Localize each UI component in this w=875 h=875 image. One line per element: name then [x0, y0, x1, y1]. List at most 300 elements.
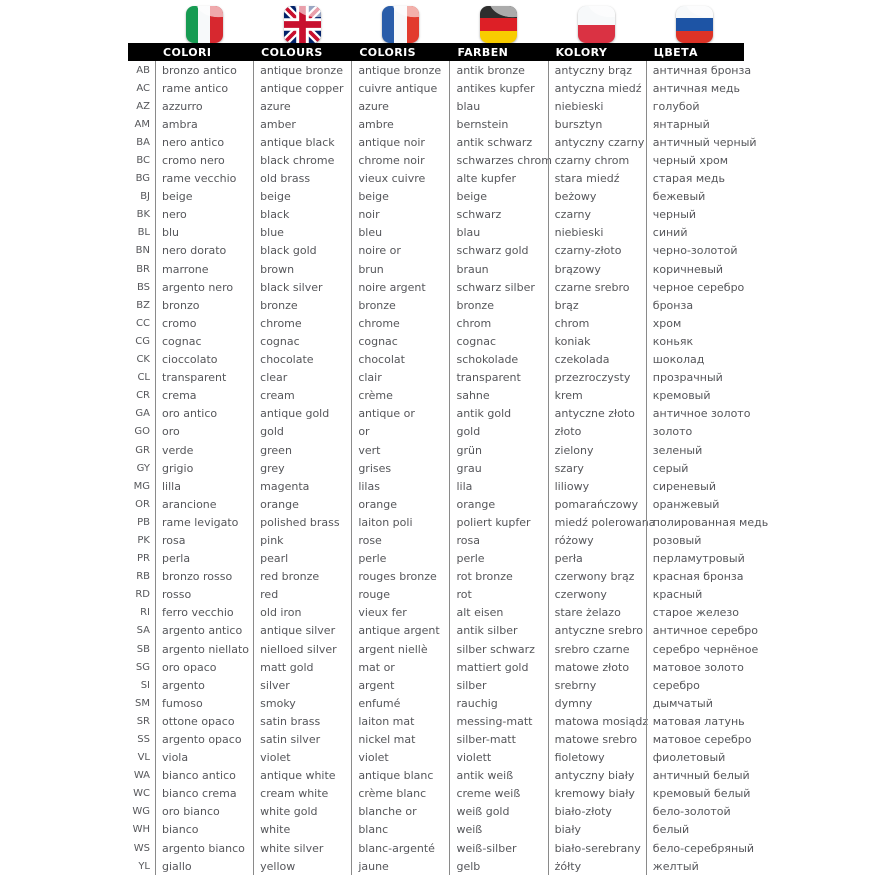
translation-cell-ru: фиолетовый: [646, 749, 744, 767]
translation-cell-ru: золото: [646, 423, 744, 441]
flag-stripe: [676, 18, 713, 30]
color-code-cell: GA: [135, 408, 150, 420]
translation-cell-en: azure: [253, 97, 351, 115]
translation-cell-de: sahne: [449, 387, 547, 405]
translation-cell-en: brown: [253, 260, 351, 278]
translation-cell-de: orange: [449, 495, 547, 513]
translation-cell-pl: złoto: [548, 423, 646, 441]
translation-cell-ru: красный: [646, 586, 744, 604]
table-row: [128, 495, 744, 513]
translation-cell-de: schwarz: [449, 206, 547, 224]
translation-cell-en: satin silver: [253, 730, 351, 748]
translation-cell-it: arancione: [155, 495, 253, 513]
translation-cell-de: rot: [449, 586, 547, 604]
translation-cell-fr: or: [351, 423, 449, 441]
translation-cell-pl: miedź polerowana: [548, 513, 646, 531]
translation-cell-it: blu: [155, 224, 253, 242]
color-code-cell: MG: [133, 480, 150, 492]
translation-cell-ru: черное серебро: [646, 278, 744, 296]
translation-cell-fr: antique argent: [351, 622, 449, 640]
table-row: [128, 676, 744, 694]
translation-cell-en: cognac: [253, 332, 351, 350]
translation-cell-en: chocolate: [253, 351, 351, 369]
translation-cell-fr: bleu: [351, 224, 449, 242]
translation-cell-pl: brązowy: [548, 260, 646, 278]
translation-cell-it: bianco: [155, 821, 253, 839]
translation-cell-en: grey: [253, 459, 351, 477]
translation-cell-pl: czekolada: [548, 351, 646, 369]
translation-cell-pl: antyczne złoto: [548, 405, 646, 423]
translation-cell-de: grün: [449, 441, 547, 459]
translation-cell-pl: matowa mosiądz: [548, 712, 646, 730]
column-header-germany: FARBEN: [457, 45, 509, 59]
translation-cell-de: cognac: [449, 332, 547, 350]
flag-stripe: [407, 6, 419, 43]
table-row: [128, 839, 755, 857]
translation-cell-fr: ambre: [351, 115, 449, 133]
translation-cell-fr: antique bronze: [351, 61, 449, 79]
translation-cell-de: bernstein: [449, 115, 547, 133]
translation-cell-ru: хром: [646, 314, 744, 332]
translation-cell-fr: chrome: [351, 314, 449, 332]
flag-slot: [351, 6, 449, 43]
flag-stripe: [578, 6, 615, 25]
translation-cell-fr: brun: [351, 260, 449, 278]
translation-cell-de: perle: [449, 550, 547, 568]
translation-cell-de: antik schwarz: [449, 133, 547, 151]
translation-cell-de: beige: [449, 188, 547, 206]
translation-cell-it: giallo: [155, 857, 253, 875]
table-row: [128, 79, 744, 97]
translation-cell-it: rosa: [155, 531, 253, 549]
translation-cell-de: rauchig: [449, 694, 547, 712]
translation-cell-fr: vert: [351, 441, 449, 459]
translation-cell-de: weiß: [449, 821, 547, 839]
translation-cell-en: nielloed silver: [253, 640, 351, 658]
translation-cell-it: cognac: [155, 332, 253, 350]
translation-cell-fr: blanc-argenté: [351, 839, 449, 857]
translation-cell-fr: noire argent: [351, 278, 449, 296]
translation-cell-it: ferro vecchio: [155, 604, 253, 622]
translation-cell-en: silver: [253, 676, 351, 694]
translation-cell-fr: rose: [351, 531, 449, 549]
color-code-cell: SM: [135, 697, 150, 709]
flag-stripe: [382, 6, 394, 43]
translation-cell-it: perla: [155, 550, 253, 568]
translation-cell-it: nero: [155, 206, 253, 224]
translation-cell-ru: янтарный: [646, 115, 744, 133]
flag-stripe: [210, 6, 222, 43]
translation-cell-fr: argent: [351, 676, 449, 694]
translation-cell-ru: дымчатый: [646, 694, 744, 712]
translation-cell-fr: jaune: [351, 857, 449, 875]
translation-cell-ru: кремовый: [646, 387, 744, 405]
translation-cell-ru: бело-серебряный: [646, 839, 744, 857]
translation-cell-fr: cuivre antique: [351, 79, 449, 97]
translation-cell-ru: бежевый: [646, 188, 744, 206]
flag-germany-icon: [480, 6, 517, 43]
translation-cell-it: beige: [155, 188, 253, 206]
translation-cell-pl: antyczny czarny: [548, 133, 646, 151]
translation-cell-ru: синий: [646, 224, 744, 242]
translation-cell-en: black: [253, 206, 351, 224]
color-code-cell: BJ: [140, 191, 150, 203]
translation-cell-de: gold: [449, 423, 547, 441]
table-row: [128, 586, 744, 604]
translation-cell-fr: chrome noir: [351, 151, 449, 169]
translation-cell-it: bronzo antico: [155, 61, 253, 79]
translation-cell-de: antik weiß: [449, 767, 547, 785]
translation-cell-pl: perła: [548, 550, 646, 568]
translation-cell-ru: серебро чернёное: [646, 640, 744, 658]
table-row: [128, 604, 744, 622]
translation-cell-en: cream: [253, 387, 351, 405]
translation-cell-ru: античный черный: [646, 133, 744, 151]
translation-cell-de: creme weiß: [449, 785, 547, 803]
translation-cell-de: antikes kupfer: [449, 79, 547, 97]
translation-cell-ru: античная медь: [646, 79, 744, 97]
translation-cell-en: pink: [253, 531, 351, 549]
translation-cell-pl: matowe złoto: [548, 658, 646, 676]
table-row: [128, 151, 744, 169]
translation-cell-ru: полированная медь: [646, 513, 744, 531]
translation-cell-it: transparent: [155, 369, 253, 387]
color-code-cell: BK: [136, 209, 150, 221]
translation-cell-de: silber-matt: [449, 730, 547, 748]
table-row: [128, 405, 751, 423]
color-code-cell: SI: [140, 679, 150, 691]
translation-cell-de: braun: [449, 260, 547, 278]
translation-cell-it: fumoso: [155, 694, 253, 712]
color-code-cell: BL: [137, 227, 150, 239]
translation-cell-it: argento antico: [155, 622, 253, 640]
translation-cell-fr: enfumé: [351, 694, 449, 712]
translation-cell-pl: czarny-złoto: [548, 242, 646, 260]
translation-cell-fr: nickel mat: [351, 730, 449, 748]
translation-cell-pl: przezroczysty: [548, 369, 646, 387]
translation-cell-en: red: [253, 586, 351, 604]
color-code-cell: RI: [140, 607, 150, 619]
color-code-cell: BC: [136, 155, 150, 167]
translation-cell-ru: коричневый: [646, 260, 744, 278]
translation-cell-fr: laiton mat: [351, 712, 449, 730]
translation-cell-en: blue: [253, 224, 351, 242]
translation-cell-pl: czarny chrom: [548, 151, 646, 169]
language-flags-row: [155, 6, 745, 43]
translation-cell-en: black chrome: [253, 151, 351, 169]
translation-cell-ru: матовое золото: [646, 658, 744, 676]
translation-cell-pl: pomarańczowy: [548, 495, 646, 513]
translation-cell-de: alte kupfer: [449, 170, 547, 188]
color-code-cell: RB: [136, 571, 150, 583]
translation-cell-en: satin brass: [253, 712, 351, 730]
translation-cell-it: ambra: [155, 115, 253, 133]
translation-cell-it: viola: [155, 749, 253, 767]
color-code-cell: SB: [136, 643, 150, 655]
flag-stripe: [480, 31, 517, 43]
flag-stripe: [676, 6, 713, 18]
color-code-cell: RD: [135, 589, 150, 601]
translation-cell-fr: perle: [351, 550, 449, 568]
translation-cell-de: schokolade: [449, 351, 547, 369]
table-row: [128, 658, 744, 676]
flag-italy-icon: [186, 6, 223, 43]
translation-cell-pl: czarny: [548, 206, 646, 224]
translation-cell-de: violett: [449, 749, 547, 767]
table-header-bar: [128, 43, 744, 61]
translation-cell-en: clear: [253, 369, 351, 387]
table-row: [128, 369, 744, 387]
color-code-cell: WH: [132, 824, 150, 836]
translation-cell-it: rame levigato: [155, 513, 253, 531]
translation-cell-pl: chrom: [548, 314, 646, 332]
translation-cell-it: oro: [155, 423, 253, 441]
translation-cell-de: antik bronze: [449, 61, 547, 79]
translation-cell-fr: clair: [351, 369, 449, 387]
translation-cell-pl: antyczne srebro: [548, 622, 646, 640]
translation-cell-de: alt eisen: [449, 604, 547, 622]
table-row: [128, 133, 757, 151]
translation-cell-de: poliert kupfer: [449, 513, 547, 531]
color-code-cell: GO: [134, 426, 150, 438]
translation-cell-pl: srebro czarne: [548, 640, 646, 658]
translation-cell-pl: fioletowy: [548, 749, 646, 767]
translation-cell-ru: серый: [646, 459, 744, 477]
flag-stripe: [394, 6, 406, 43]
translation-cell-fr: antique or: [351, 405, 449, 423]
color-code-cell: AB: [136, 64, 150, 76]
translation-cell-ru: зеленый: [646, 441, 744, 459]
translation-cell-fr: grises: [351, 459, 449, 477]
translation-cell-en: chrome: [253, 314, 351, 332]
table-row: [128, 640, 759, 658]
color-code-cell: BN: [135, 245, 150, 257]
translation-cell-en: polished brass: [253, 513, 351, 531]
flag-france-icon: [382, 6, 419, 43]
translation-cell-fr: rouge: [351, 586, 449, 604]
translation-cell-it: verde: [155, 441, 253, 459]
column-header-uk: COLOURS: [261, 45, 323, 59]
translation-cell-ru: сиреневый: [646, 477, 744, 495]
translation-cell-de: rot bronze: [449, 568, 547, 586]
translation-cell-fr: vieux cuivre: [351, 170, 449, 188]
translation-cell-it: argento bianco: [155, 839, 253, 857]
translation-cell-de: bronze: [449, 296, 547, 314]
translation-cell-de: grau: [449, 459, 547, 477]
column-header-france: COLORIS: [359, 45, 416, 59]
table-row: [128, 260, 744, 278]
table-row: [128, 550, 744, 568]
translation-cell-it: lilla: [155, 477, 253, 495]
table-row: [128, 803, 744, 821]
color-code-cell: CK: [136, 354, 150, 366]
translation-cell-pl: koniak: [548, 332, 646, 350]
translation-cell-it: bianco antico: [155, 767, 253, 785]
table-row: [128, 712, 744, 730]
color-code-cell: PR: [137, 553, 150, 565]
flag-slot: [548, 6, 646, 43]
color-code-cell: CG: [135, 335, 150, 347]
table-row: [128, 115, 744, 133]
translation-cell-en: red bronze: [253, 568, 351, 586]
translation-cell-pl: antyczna miedź: [548, 79, 646, 97]
translation-cell-pl: bursztyn: [548, 115, 646, 133]
translation-cell-pl: krem: [548, 387, 646, 405]
flag-stripe: [480, 18, 517, 30]
translation-cell-fr: argent niellè: [351, 640, 449, 658]
color-code-cell: WC: [133, 788, 150, 800]
translation-cell-ru: кремовый белый: [646, 785, 744, 803]
color-code-cell: AM: [134, 118, 150, 130]
translation-cell-ru: античная бронза: [646, 61, 744, 79]
translation-cell-pl: różowy: [548, 531, 646, 549]
translation-cell-de: weiß gold: [449, 803, 547, 821]
translation-cell-de: mattiert gold: [449, 658, 547, 676]
translation-cell-pl: stare żelazo: [548, 604, 646, 622]
translation-cell-en: green: [253, 441, 351, 459]
translation-cell-it: argento opaco: [155, 730, 253, 748]
translation-cell-pl: beżowy: [548, 188, 646, 206]
translation-cell-fr: crème blanc: [351, 785, 449, 803]
table-row: [128, 477, 744, 495]
translation-cell-ru: оранжевый: [646, 495, 744, 513]
table-row: [128, 459, 744, 477]
translation-cell-de: weiß-silber: [449, 839, 547, 857]
translation-cell-it: grigio: [155, 459, 253, 477]
table-row: [128, 387, 744, 405]
translation-cell-it: bronzo rosso: [155, 568, 253, 586]
color-code-cell: BZ: [136, 299, 150, 311]
translation-cell-fr: mat or: [351, 658, 449, 676]
translation-cell-it: nero antico: [155, 133, 253, 151]
color-code-cell: BR: [136, 263, 150, 275]
translation-cell-de: silber schwarz: [449, 640, 547, 658]
table-row: [128, 314, 744, 332]
translation-cell-en: old iron: [253, 604, 351, 622]
flag-stripe: [480, 6, 517, 18]
table-row: [128, 423, 744, 441]
color-code-cell: WG: [132, 806, 150, 818]
color-code-cell: CR: [136, 390, 150, 402]
translation-cell-de: schwarz silber: [449, 278, 547, 296]
translation-cell-en: beige: [253, 188, 351, 206]
translation-cell-en: antique gold: [253, 405, 351, 423]
translation-cell-ru: античный белый: [646, 767, 744, 785]
translation-cell-fr: beige: [351, 188, 449, 206]
translation-cell-fr: blanche or: [351, 803, 449, 821]
translation-cell-it: cromo: [155, 314, 253, 332]
translation-cell-ru: античное серебро: [646, 622, 744, 640]
translation-cell-it: azzurro: [155, 97, 253, 115]
translation-cell-pl: kremowy biały: [548, 785, 646, 803]
translation-cell-en: cream white: [253, 785, 351, 803]
color-code-cell: SG: [135, 661, 150, 673]
translation-cell-en: antique silver: [253, 622, 351, 640]
translation-cell-it: crema: [155, 387, 253, 405]
color-code-cell: BG: [135, 173, 150, 185]
translation-cell-ru: матовое серебро: [646, 730, 744, 748]
translation-cell-fr: laiton poli: [351, 513, 449, 531]
translation-cell-fr: crème: [351, 387, 449, 405]
translation-cell-en: matt gold: [253, 658, 351, 676]
flag-stripe: [676, 31, 713, 43]
translation-cell-de: blau: [449, 97, 547, 115]
translation-cell-en: amber: [253, 115, 351, 133]
table-row: [128, 513, 769, 531]
flag-russia-icon: [676, 6, 713, 43]
translation-cell-ru: коньяк: [646, 332, 744, 350]
table-row: [128, 857, 744, 875]
translation-cell-en: violet: [253, 749, 351, 767]
translation-cell-pl: antyczny biały: [548, 767, 646, 785]
translation-cell-en: white gold: [253, 803, 351, 821]
translation-cell-en: black silver: [253, 278, 351, 296]
table-row: [128, 568, 744, 586]
translation-cell-it: bronzo: [155, 296, 253, 314]
color-code-cell: PK: [137, 534, 150, 546]
translation-cell-it: argento niellato: [155, 640, 253, 658]
translation-cell-pl: biały: [548, 821, 646, 839]
translation-cell-en: orange: [253, 495, 351, 513]
translation-cell-pl: biało-złoty: [548, 803, 646, 821]
color-code-cell: BS: [136, 281, 150, 293]
translation-cell-de: lila: [449, 477, 547, 495]
translation-cell-pl: stara miedź: [548, 170, 646, 188]
table-row: [128, 730, 752, 748]
color-code-cell: BA: [136, 136, 150, 148]
translation-cell-it: ottone opaco: [155, 712, 253, 730]
translation-cell-ru: голубой: [646, 97, 744, 115]
color-code-cell: SR: [136, 715, 150, 727]
translation-cell-en: smoky: [253, 694, 351, 712]
translation-cell-fr: orange: [351, 495, 449, 513]
flag-poland-icon: [578, 6, 615, 43]
translation-cell-en: white: [253, 821, 351, 839]
translation-cell-fr: antique noir: [351, 133, 449, 151]
translation-cell-pl: dymny: [548, 694, 646, 712]
translation-cell-fr: bronze: [351, 296, 449, 314]
translation-cell-ru: старое железо: [646, 604, 744, 622]
translation-cell-fr: vieux fer: [351, 604, 449, 622]
translation-cell-fr: antique blanc: [351, 767, 449, 785]
translation-cell-pl: matowe srebro: [548, 730, 646, 748]
translation-cell-ru: белый: [646, 821, 744, 839]
translation-cell-fr: rouges bronze: [351, 568, 449, 586]
flag-stripe: [186, 6, 198, 43]
translation-cell-it: cromo nero: [155, 151, 253, 169]
flag-slot: [253, 6, 351, 43]
translation-cell-de: gelb: [449, 857, 547, 875]
translation-cell-ru: розовый: [646, 531, 744, 549]
translation-cell-de: antik gold: [449, 405, 547, 423]
table-row: [128, 332, 744, 350]
translation-cell-ru: античное золото: [646, 405, 744, 423]
table-row: [128, 749, 744, 767]
color-code-cell: WA: [133, 770, 150, 782]
translation-cell-de: messing-matt: [449, 712, 547, 730]
translation-cell-en: yellow: [253, 857, 351, 875]
translation-cell-fr: noire or: [351, 242, 449, 260]
table-row: [128, 441, 744, 459]
flag-slot: [449, 6, 547, 43]
translation-cell-en: antique white: [253, 767, 351, 785]
translation-cell-it: marrone: [155, 260, 253, 278]
translation-cell-it: argento: [155, 676, 253, 694]
translation-cell-pl: zielony: [548, 441, 646, 459]
color-code-cell: GY: [136, 462, 150, 474]
translation-cell-fr: lilas: [351, 477, 449, 495]
translation-cell-pl: biało-serebrany: [548, 839, 646, 857]
